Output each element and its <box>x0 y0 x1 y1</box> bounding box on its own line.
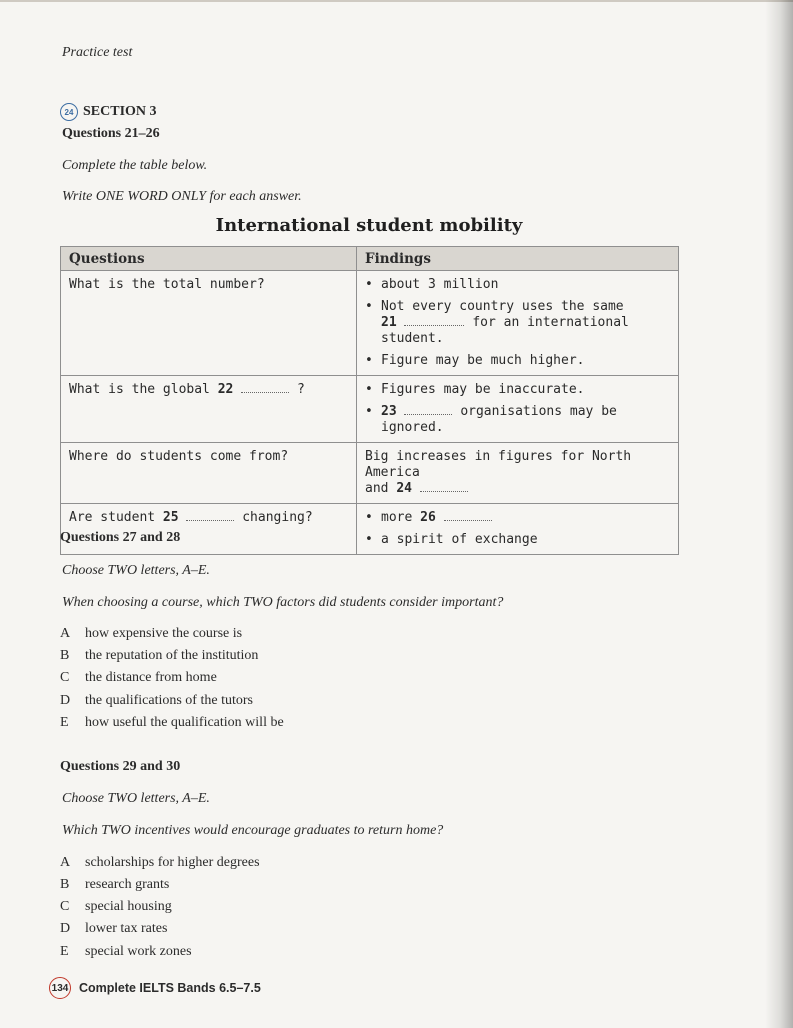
running-head: Practice test <box>62 45 133 60</box>
table-row <box>61 376 679 443</box>
question-prompt: When choosing a course, which TWO factors did students consider important? <box>62 595 504 610</box>
question-number-25: 25 <box>162 510 179 525</box>
finding-item: • Figure may be much higher. <box>365 353 585 368</box>
choose-instruction: Choose TWO letters, A–E. <box>62 791 210 806</box>
row-question: Where do students come from? <box>61 443 357 504</box>
question-prompt: Which TWO incentives would encourage graduates to return home? <box>62 823 444 838</box>
option-item[interactable]: D lower tax rates <box>60 921 168 936</box>
table-instruction: Complete the table below. <box>62 158 208 173</box>
answer-gap-24[interactable] <box>420 481 468 492</box>
finding-item: • about 3 million <box>365 277 499 292</box>
answer-gap-23[interactable] <box>404 404 452 415</box>
row-findings: Big increases in figures for North America and 24 <box>357 443 679 504</box>
option-item[interactable]: E special work zones <box>60 944 192 959</box>
header-questions: Questions <box>61 247 357 271</box>
question-number-23: 23 <box>381 404 397 419</box>
questions-21-26-heading: Questions 21–26 <box>62 126 160 141</box>
table-title: International student mobility <box>215 215 523 236</box>
option-item[interactable]: A how expensive the course is <box>60 626 243 641</box>
answer-gap-22[interactable] <box>241 382 289 393</box>
question-number-24: 24 <box>396 481 412 496</box>
page-number: 134 <box>49 977 71 999</box>
audio-track-icon: 24 <box>60 103 78 121</box>
choose-instruction: Choose TWO letters, A–E. <box>62 563 210 578</box>
option-item[interactable]: B research grants <box>60 877 170 892</box>
question-number-21: 21 <box>381 315 397 330</box>
row-question: What is the total number? <box>61 271 357 376</box>
table-row <box>61 271 679 376</box>
option-item[interactable]: D the qualifications of the tutors <box>60 693 253 708</box>
finding-item: • 23 organisations may be ignored. <box>365 404 617 435</box>
header-findings: Findings <box>357 247 679 271</box>
page-binding-shadow <box>765 0 793 1028</box>
finding-item: • a spirit of exchange <box>365 532 538 547</box>
finding-item: • more 26 <box>365 510 670 526</box>
section-heading <box>60 103 157 121</box>
section-title: SECTION 3 <box>83 104 157 119</box>
question-number-26: 26 <box>420 510 436 525</box>
findings-table <box>60 246 679 555</box>
answer-gap-21[interactable] <box>404 315 464 326</box>
questions-27-28-heading: Questions 27 and 28 <box>60 530 181 545</box>
word-limit-instruction: Write ONE WORD ONLY for each answer. <box>62 189 302 204</box>
book-title: Complete IELTS Bands 6.5–7.5 <box>79 981 261 995</box>
row-findings <box>357 504 679 555</box>
question-number-22: 22 <box>217 382 234 397</box>
option-item[interactable]: C the distance from home <box>60 670 217 685</box>
table-row <box>61 504 679 555</box>
table-row <box>61 443 679 504</box>
option-item[interactable]: A scholarships for higher degrees <box>60 855 260 870</box>
answer-gap-26[interactable] <box>444 510 492 521</box>
page-footer <box>49 977 261 999</box>
answer-gap-25[interactable] <box>186 510 234 521</box>
finding-item: • Figures may be inaccurate. <box>365 382 585 397</box>
row-findings <box>357 271 679 376</box>
option-item[interactable]: B the reputation of the institution <box>60 648 259 663</box>
table-header-row <box>61 247 679 271</box>
row-question: What is the global 22 ? <box>61 376 357 443</box>
option-item[interactable]: E how useful the qualification will be <box>60 715 284 730</box>
page-top-edge <box>0 0 793 2</box>
questions-29-30-heading: Questions 29 and 30 <box>60 759 181 774</box>
option-item[interactable]: C special housing <box>60 899 172 914</box>
row-findings <box>357 376 679 443</box>
finding-item: • Not every country uses the same 21 for an international student. <box>365 299 629 346</box>
row-question: Are student 25 changing? <box>61 504 357 555</box>
